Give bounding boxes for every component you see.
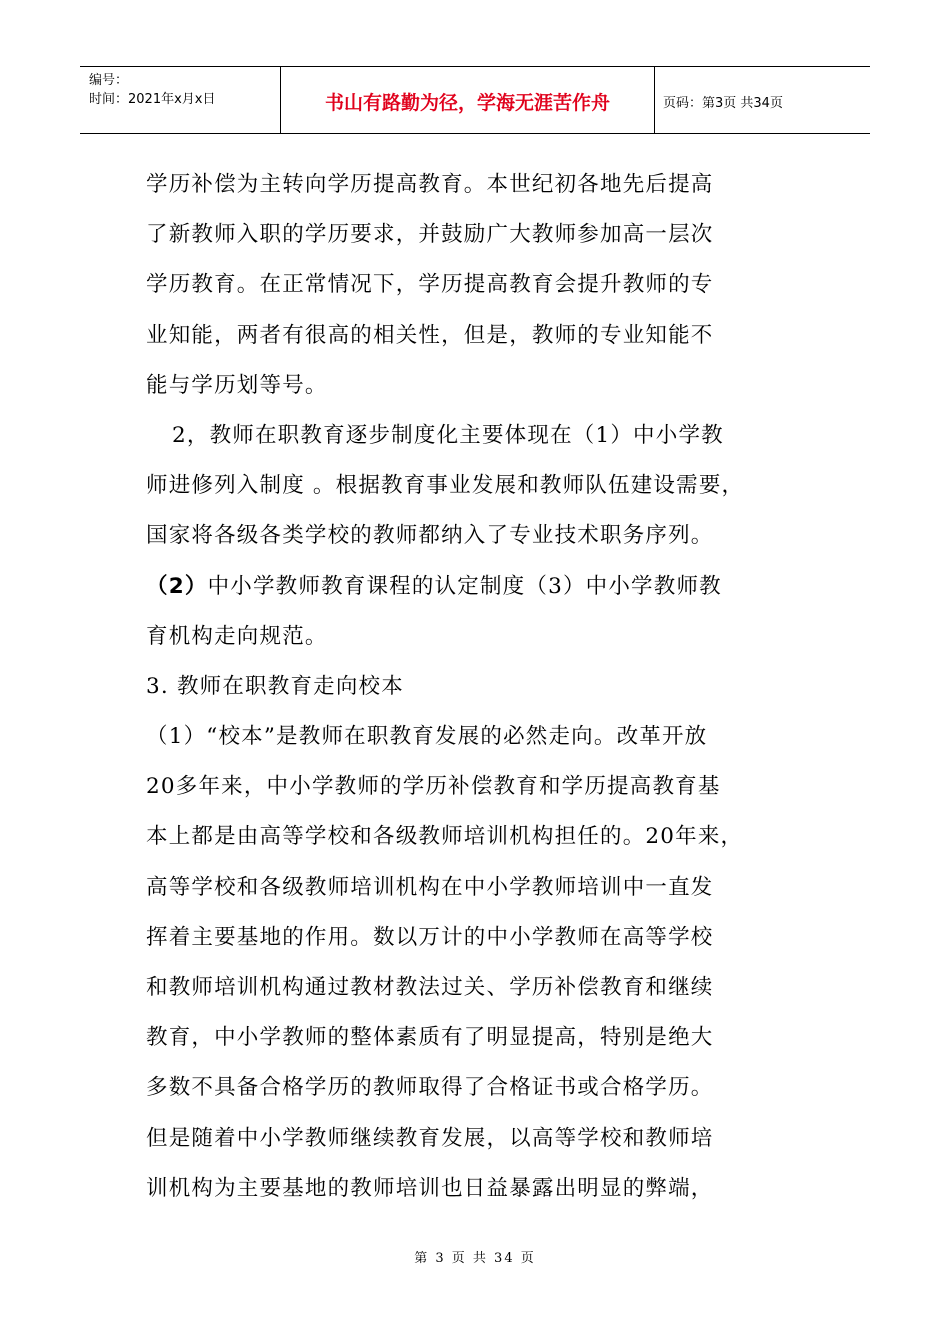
header-meta-cell [80,67,281,133]
text-line-with-bold-prefix [146,562,806,612]
page-footer [0,1247,950,1266]
text-line: 师进修列入制度 。根据教育事业发展和教师队伍建设需要， [146,473,745,499]
motto-text: 书山有路勤为径，学海无涯苦作舟 [324,91,610,114]
footer-page-number: 第 3 页 共 34 页 [414,1251,536,1266]
text-line: 国家将各级各类学校的教师都纳入了专业技术职务序列。 [146,523,714,549]
text-line: 育机构走向规范。 [146,623,328,649]
text-line-rest: 中小学教师教育课程的认定制度（3）中小学教师教 [207,573,722,599]
text-line: 业知能，两者有很高的相关性，但是，教师的专业知能不 [146,322,714,348]
bold-prefix: （2） [146,573,208,599]
text-line: 高等学校和各级教师培训机构在中小学教师培训中一直发 [146,874,714,900]
text-line: 2，教师在职教育逐步制度化主要体现在（1）中小学教 [172,422,724,448]
page-info: 页码：第3页 共34页 [663,95,783,111]
text-line: 能与学历划等号。 [146,372,328,398]
text-line: 学历补偿为主转向学历提高教育。本世纪初各地先后提高 [146,172,714,197]
text-line: 了新教师入职的学历要求，并鼓励广大教师参加高一层次 [146,222,714,248]
header-motto-cell [281,67,655,133]
page-header [80,66,870,134]
header-page-cell [655,67,870,133]
section-heading: 3. 教师在职教育走向校本 [146,673,404,699]
text-line: 多数不具备合格学历的教师取得了合格证书或合格学历。 [146,1075,714,1101]
text-line: 挥着主要基地的作用。数以万计的中小学教师在高等学校 [146,924,714,950]
body-text [146,160,806,1214]
text-line: 训机构为主要基地的教师培训也日益暴露出明显的弊端， [146,1175,714,1201]
text-line: 20多年来，中小学教师的学历补偿教育和学历提高教育基 [146,774,721,800]
doc-number-label: 编号： [89,73,129,88]
text-line: 和教师培训机构通过教材教法过关、学历补偿教育和继续 [146,975,714,1000]
text-line: 本上都是由高等学校和各级教师培训机构担任的。20年来， [146,824,744,850]
text-line: 学历教育。在正常情况下，学历提高教育会提升教师的专 [146,272,714,298]
date-label: 时间：2021年x月x日 [89,92,216,107]
text-line: （1）“校本”是教师在职教育发展的必然走向。改革开放 [146,724,708,750]
text-line: 教育，中小学教师的整体素质有了明显提高，特别是绝大 [146,1025,714,1051]
text-line: 但是随着中小学教师继续教育发展，以高等学校和教师培 [146,1125,714,1151]
